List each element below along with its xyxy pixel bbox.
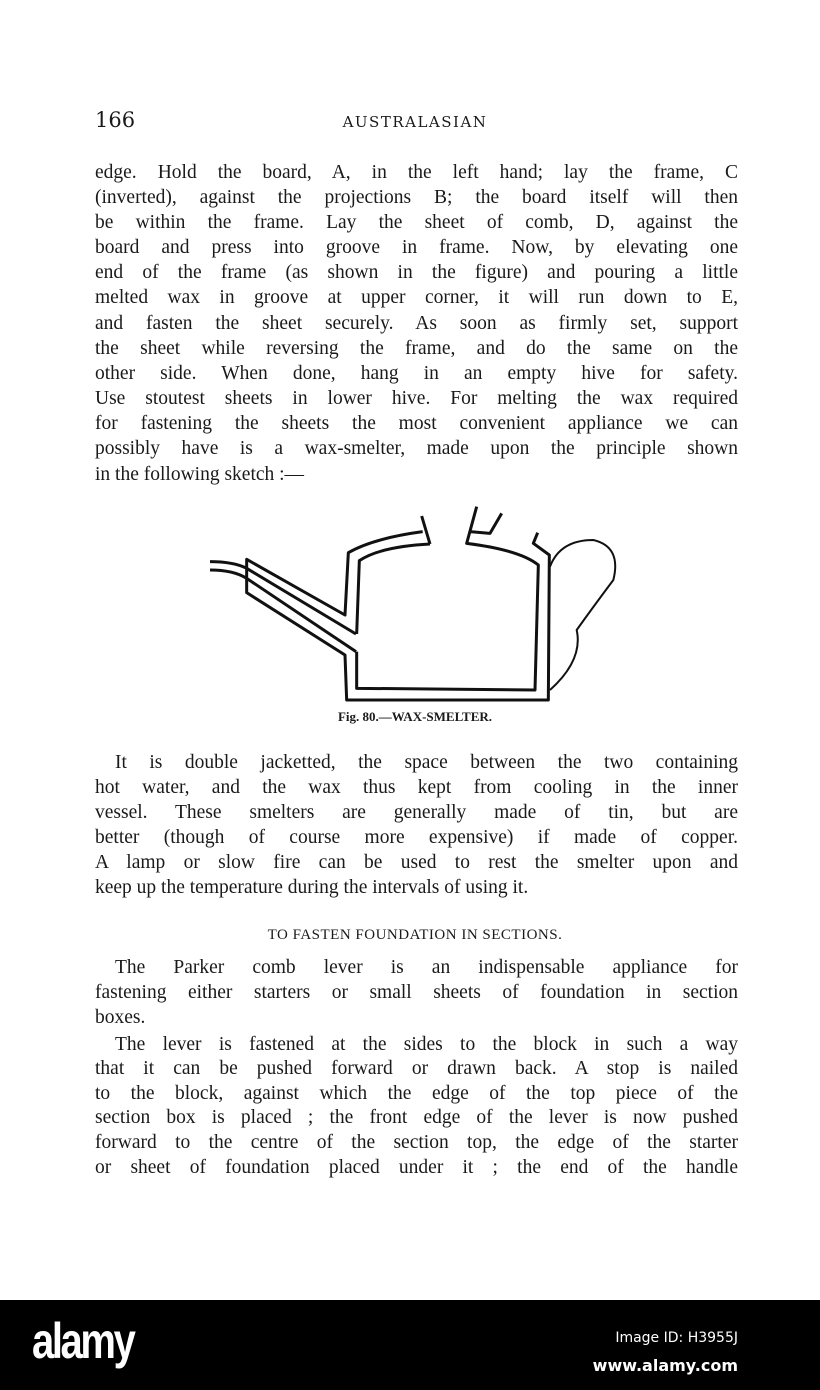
text-line: or sheet of foundation placed under it ; the end of the handle [95, 1157, 738, 1178]
text-line: The lever is fastened at the sides to the block in such a way [115, 1034, 738, 1055]
text-line: board and press into groove in frame. Now, by elevating one [95, 237, 738, 258]
page-number: 166 [95, 108, 136, 132]
text-line: edge. Hold the board, A, in the left hand; lay the frame, C [95, 162, 738, 183]
watermark-bar [0, 1300, 820, 1390]
text-line: be within the frame. Lay the sheet of comb, D, against the [95, 212, 738, 233]
text-line: boxes. [95, 1007, 146, 1028]
text-line: melted wax in groove at upper corner, it will run down to E, [95, 287, 738, 308]
text-line: section box is placed ; the front edge of the lever is now pushed [95, 1107, 738, 1128]
text-line: end of the frame (as shown in the figure) and pouring a little [95, 262, 738, 283]
inner-vessel [357, 507, 539, 690]
text-line: to the block, against which the edge of the top piece of the [95, 1083, 738, 1104]
text-line: A lamp or slow fire can be used to rest the smelter upon and [95, 852, 738, 873]
section-heading: TO FASTEN FOUNDATION IN SECTIONS. [267, 927, 563, 943]
alamy-logo: alamy [32, 1313, 134, 1369]
spout-pipe [210, 562, 356, 652]
text-line: the sheet while reversing the frame, and do the same on the [95, 338, 738, 359]
text-line: and fasten the sheet securely. As soon as firmly set, support [95, 313, 738, 334]
image-id: Image ID: H3955J [615, 1330, 738, 1346]
text-line: keep up the temperature during the intervals of using it. [95, 877, 529, 898]
text-line: fastening either starters or small sheets of foundation in section [95, 982, 738, 1003]
text-line: hot water, and the wax thus kept from cooling in the inner [95, 777, 738, 798]
figure-caption: Fig. 80.—WAX-SMELTER. [337, 709, 493, 724]
text-line: (inverted), against the projections B; the board itself will then [95, 187, 738, 208]
text-line: that it can be pushed forward or drawn back. A stop is nailed [95, 1058, 738, 1079]
running-head: AUSTRALASIAN [342, 113, 488, 131]
text-line: other side. When done, hang in an empty hive for safety. [95, 363, 738, 384]
wax-smelter-figure [200, 500, 620, 730]
text-line: It is double jacketted, the space between the two containing [115, 752, 738, 773]
handle [550, 540, 615, 690]
text-line: Use stoutest sheets in lower hive. For melting the wax required [95, 388, 738, 409]
text-line: in the following sketch :— [95, 464, 305, 485]
text-line: possibly have is a wax-smelter, made upon the principle shown [95, 438, 738, 459]
text-line: The Parker comb lever is an indispensable appliance for [115, 957, 738, 978]
text-line: better (though of course more expensive) if made of copper. [95, 827, 738, 848]
text-line: vessel. These smelters are generally made of tin, but are [95, 802, 738, 823]
text-line: for fastening the sheets the most convenient appliance we can [95, 413, 738, 434]
site-url: www.alamy.com [592, 1356, 738, 1375]
text-line: forward to the centre of the section top, the edge of the starter [95, 1132, 738, 1153]
